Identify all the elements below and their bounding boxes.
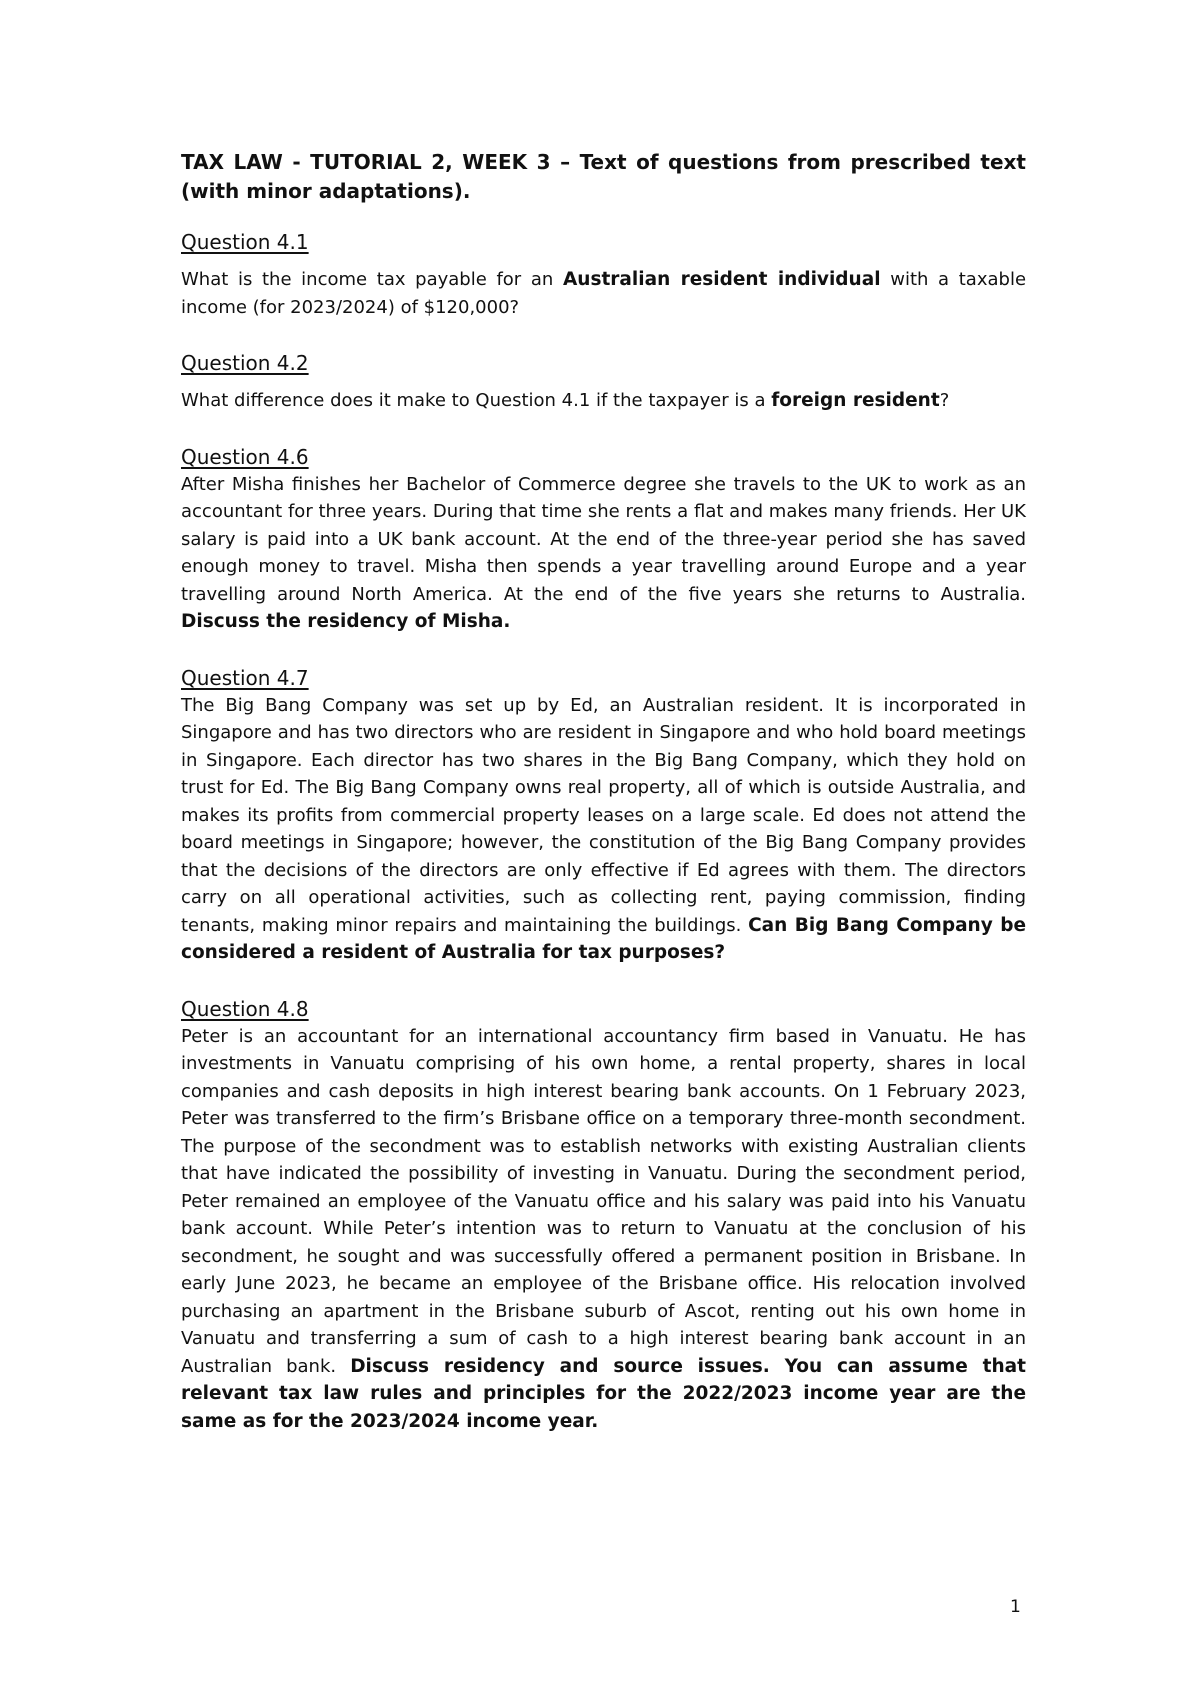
question-text xyxy=(181,266,1026,321)
question-text-part: Peter is an accountant for an international accountancy firm based in Vanuatu. He has investments in Vanuatu comprising of his own home, a rental property, shares in local companies and cash deposits in high interest bearing bank accounts. On 1 February 2023, Peter was transferred to the firm’s Brisbane office on a temporary three-month secondment. The purpose of the secondment was to establish networks with existing Australian clients that have indicated the possibility of investing in Vanuatu. During the secondment period, Peter remained an employee of the Vanuatu office and his salary was paid into his Vanuatu bank account. While Peter’s intention was to return to Vanuatu at the conclusion of his secondment, he sought and was successfully offered a permanent position in Brisbane. In early June 2023, he became an employee of the Brisbane office. His relocation involved purchasing an apartment in the Brisbane suburb of Ascot, renting out his own home in Vanuatu and transferring a sum of cash to a high interest bearing bank account in an Australian bank. xyxy=(181,1025,1026,1377)
question-text xyxy=(181,692,1026,967)
question-heading: Question 4.6 xyxy=(181,444,309,469)
question-text-part: What is the income tax payable for an xyxy=(181,269,563,290)
question-emphasis: foreign resident xyxy=(771,390,940,411)
question-text-part: The Big Bang Company was set up by Ed, an Australian resident. It is incorporated in Singapore and has two directors who are resident in Singapore and who hold board meetings in Singapore. Each director has two shares in the Big Bang Company, which they hold on trust for Ed. The Big Bang Company owns real property, all of which is outside Australia, and makes its profits from commercial property leases on a large scale. Ed does not attend the board meetings in Singapore; however, the constitution of the Big Bang Company provides that the decisions of the directors are only effective if Ed agrees with them. The directors carry on all operational activities, such as collecting rent, paying commission, finding tenants, making minor repairs and maintaining the buildings. xyxy=(181,694,1026,936)
question-4-6 xyxy=(181,443,1026,636)
question-4-2 xyxy=(181,349,1026,415)
question-4-7 xyxy=(181,664,1026,967)
question-text xyxy=(181,471,1026,636)
question-heading: Question 4.8 xyxy=(181,996,309,1021)
question-heading: Question 4.2 xyxy=(181,351,309,375)
question-text-part: After Misha finishes her Bachelor of Commerce degree she travels to the UK to work as an accountant for three years. During that time she rents a flat and makes many friends. Her UK salary is paid into a UK bank account. At the end of the three-year period she has saved enough money to travel. Misha then spends a year travelling around Europe and a year travelling around North America. At the end of the five years she returns to Australia. xyxy=(181,473,1026,605)
question-emphasis: Discuss the residency of Misha. xyxy=(181,611,511,632)
question-heading: Question 4.7 xyxy=(181,665,309,690)
question-4-8 xyxy=(181,995,1026,1436)
document-page xyxy=(181,148,1026,1463)
question-text-part: What difference does it make to Question 4.1 if the taxpayer is a xyxy=(181,390,772,411)
question-emphasis: Discuss residency and source issues. You can assume that relevant tax law rules and principles for the 2022/2023 income year are the same as for the 2023/2024 income year. xyxy=(181,1355,1026,1432)
page-number: 1 xyxy=(1010,1597,1021,1617)
question-text-part: ? xyxy=(939,390,950,411)
question-4-1 xyxy=(181,228,1026,321)
document-title: TAX LAW - TUTORIAL 2, WEEK 3 – Text of questions from prescribed text (with minor adaptations). xyxy=(181,150,1026,203)
question-emphasis: Australian resident individual xyxy=(562,269,881,290)
question-heading: Question 4.1 xyxy=(181,230,309,254)
question-text xyxy=(181,1023,1026,1436)
question-emphasis: Can Big Bang Company be considered a resident of Australia for tax purposes? xyxy=(181,914,1026,963)
question-text-part: with a taxable income (for 2023/2024) of $120,000? xyxy=(181,269,1027,318)
question-text xyxy=(181,387,1026,415)
